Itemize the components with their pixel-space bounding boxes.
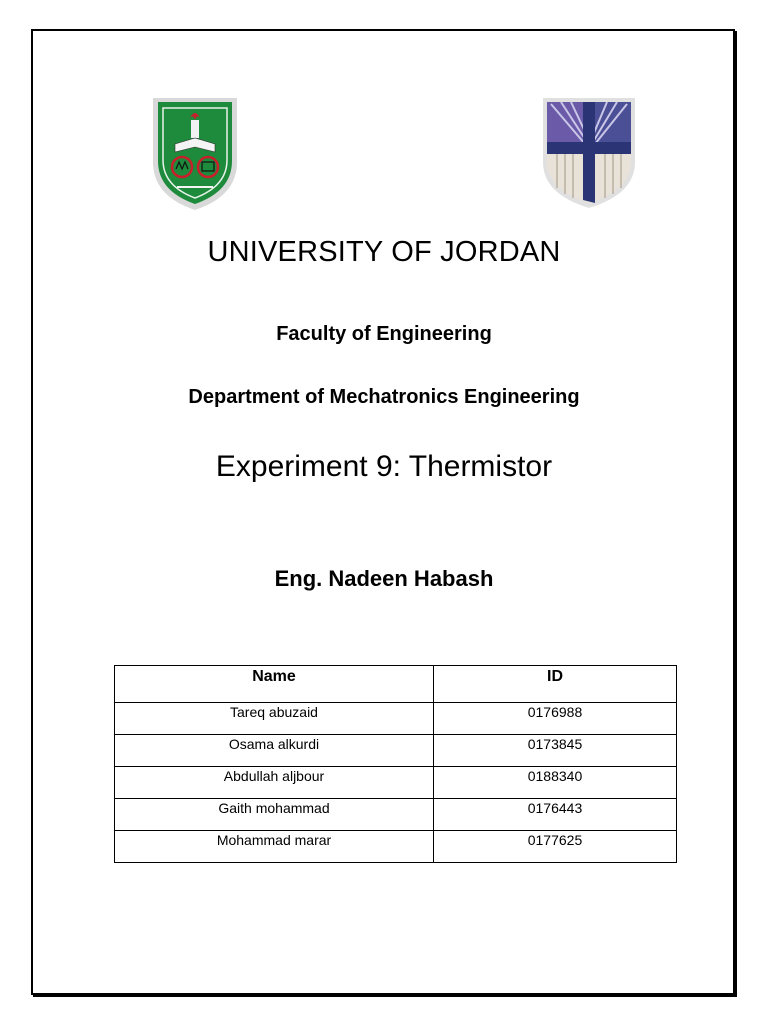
member-name: Osama alkurdi [115,735,434,767]
table-row [115,703,677,735]
name-column-header: Name [115,666,434,703]
member-id: 0188340 [434,767,677,799]
table-row [115,799,677,831]
experiment-title: Experiment 9: Thermistor [215,450,553,483]
table-row [115,735,677,767]
id-column-header: ID [434,666,677,703]
member-name: Abdullah aljbour [115,767,434,799]
engineering-emblem-logo [537,92,641,212]
university-name: UNIVERSITY OF JORDAN [207,236,561,268]
member-name: Tareq abuzaid [115,703,434,735]
members-table [114,665,677,863]
member-id: 0177625 [434,831,677,863]
member-id: 0176443 [434,799,677,831]
faculty-name: Faculty of Engineering [276,323,492,345]
instructor-name: Eng. Nadeen Habash [274,566,494,591]
table-header-row [115,666,677,703]
member-id: 0176988 [434,703,677,735]
member-name: Gaith mohammad [115,799,434,831]
department-name: Department of Mechatronics Engineering [188,386,580,408]
engineering-faculty-emblem-icon [537,92,641,212]
member-id: 0173845 [434,735,677,767]
table-row [115,831,677,863]
table-row [115,767,677,799]
university-crest-logo [145,92,245,214]
university-of-jordan-crest-icon [145,92,245,214]
member-name: Mohammad marar [115,831,434,863]
